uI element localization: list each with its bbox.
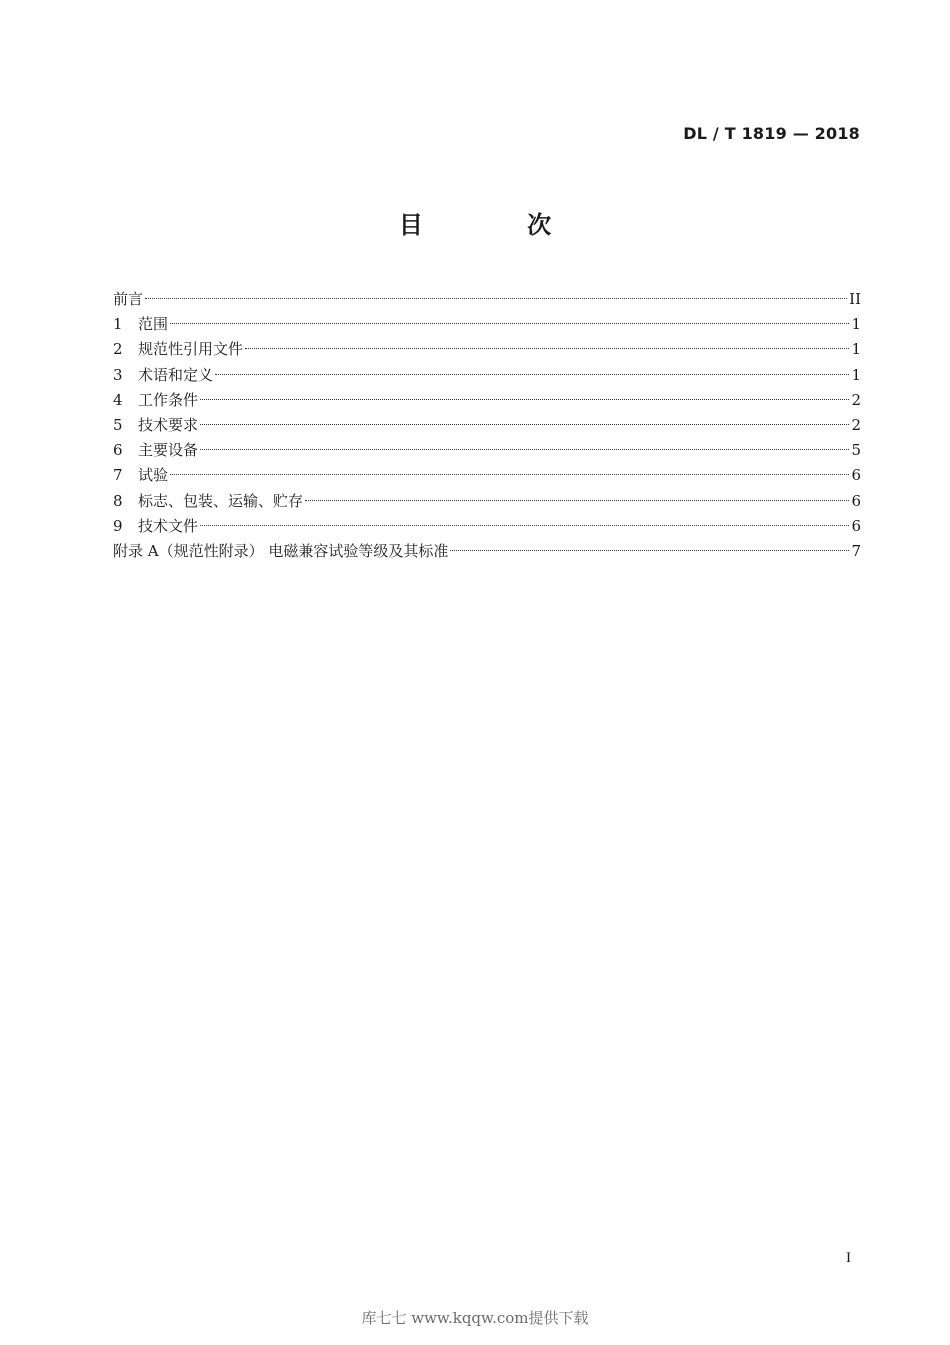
toc-entry-page: 1 xyxy=(851,365,861,384)
toc-entry-1[interactable] xyxy=(113,312,861,337)
toc-entry-number: 8 xyxy=(113,491,123,510)
toc-entry-number: 4 xyxy=(113,390,123,409)
toc-entry-3[interactable] xyxy=(113,363,861,388)
toc-entry-label: 标志、包装、运输、贮存 xyxy=(138,491,304,510)
toc-entry-page: 2 xyxy=(851,415,861,434)
toc-entry-label: 前言 xyxy=(113,290,144,308)
toc-entry-page: 6 xyxy=(851,516,861,535)
toc-entry-number: 5 xyxy=(113,415,123,434)
toc-leader-dots xyxy=(305,500,849,501)
toc-entry-label: 术语和定义 xyxy=(138,365,214,384)
toc-entry-8[interactable] xyxy=(113,489,861,514)
toc-entry-number: 6 xyxy=(113,441,123,460)
toc-entry-number: 3 xyxy=(113,365,123,384)
toc-entry-label: 附录 A（规范性附录） 电磁兼容试验等级及其标准 xyxy=(113,541,449,560)
toc-entry-page: 7 xyxy=(851,541,861,560)
toc-entry-page: 2 xyxy=(851,390,861,409)
page-title: 目 次 xyxy=(398,211,600,239)
toc-entry-7[interactable] xyxy=(113,463,861,488)
toc-entry-label: 主要设备 xyxy=(138,441,199,460)
toc-entry-page: 1 xyxy=(851,315,861,334)
toc-entry-6[interactable] xyxy=(113,438,861,463)
toc-entry-page: 1 xyxy=(851,340,861,359)
toc-entry-4[interactable] xyxy=(113,388,861,413)
toc-leader-dots xyxy=(145,298,847,299)
page-number: I xyxy=(846,1250,851,1266)
toc-leader-dots xyxy=(200,525,849,526)
toc-leader-dots xyxy=(215,374,849,375)
toc-entry-preface[interactable] xyxy=(113,287,861,312)
toc-entry-label: 范围 xyxy=(138,315,169,334)
toc-entry-page: 6 xyxy=(851,466,861,485)
toc-leader-dots xyxy=(170,323,849,324)
toc-entry-appendix-a[interactable] xyxy=(113,539,861,564)
download-watermark: 库七七 www.kqqw.com提供下载 xyxy=(361,1309,589,1327)
toc-entry-label: 工作条件 xyxy=(138,390,199,409)
toc-entry-number: 2 xyxy=(113,340,123,359)
toc-leader-dots xyxy=(200,424,849,425)
toc-entry-page: II xyxy=(849,290,861,308)
toc-leader-dots xyxy=(200,449,849,450)
toc-entry-5[interactable] xyxy=(113,413,861,438)
document-code: DL / T 1819 — 2018 xyxy=(683,124,860,143)
toc-entry-page: 6 xyxy=(851,491,861,510)
toc-entry-number: 9 xyxy=(113,516,123,535)
toc-leader-dots xyxy=(170,474,849,475)
toc-entry-9[interactable] xyxy=(113,514,861,539)
toc-entry-number: 7 xyxy=(113,466,123,485)
toc-entry-page: 5 xyxy=(851,441,861,460)
toc-leader-dots xyxy=(200,399,849,400)
toc-entry-label: 技术文件 xyxy=(138,516,199,535)
toc-entry-number: 1 xyxy=(113,315,123,334)
toc-entry-label: 技术要求 xyxy=(138,415,199,434)
toc-entry-label: 试验 xyxy=(138,466,169,485)
toc-entry-2[interactable] xyxy=(113,337,861,362)
toc-entry-label: 规范性引用文件 xyxy=(138,340,244,359)
toc-leader-dots xyxy=(245,348,849,349)
toc-leader-dots xyxy=(450,550,849,551)
table-of-contents xyxy=(113,287,861,564)
